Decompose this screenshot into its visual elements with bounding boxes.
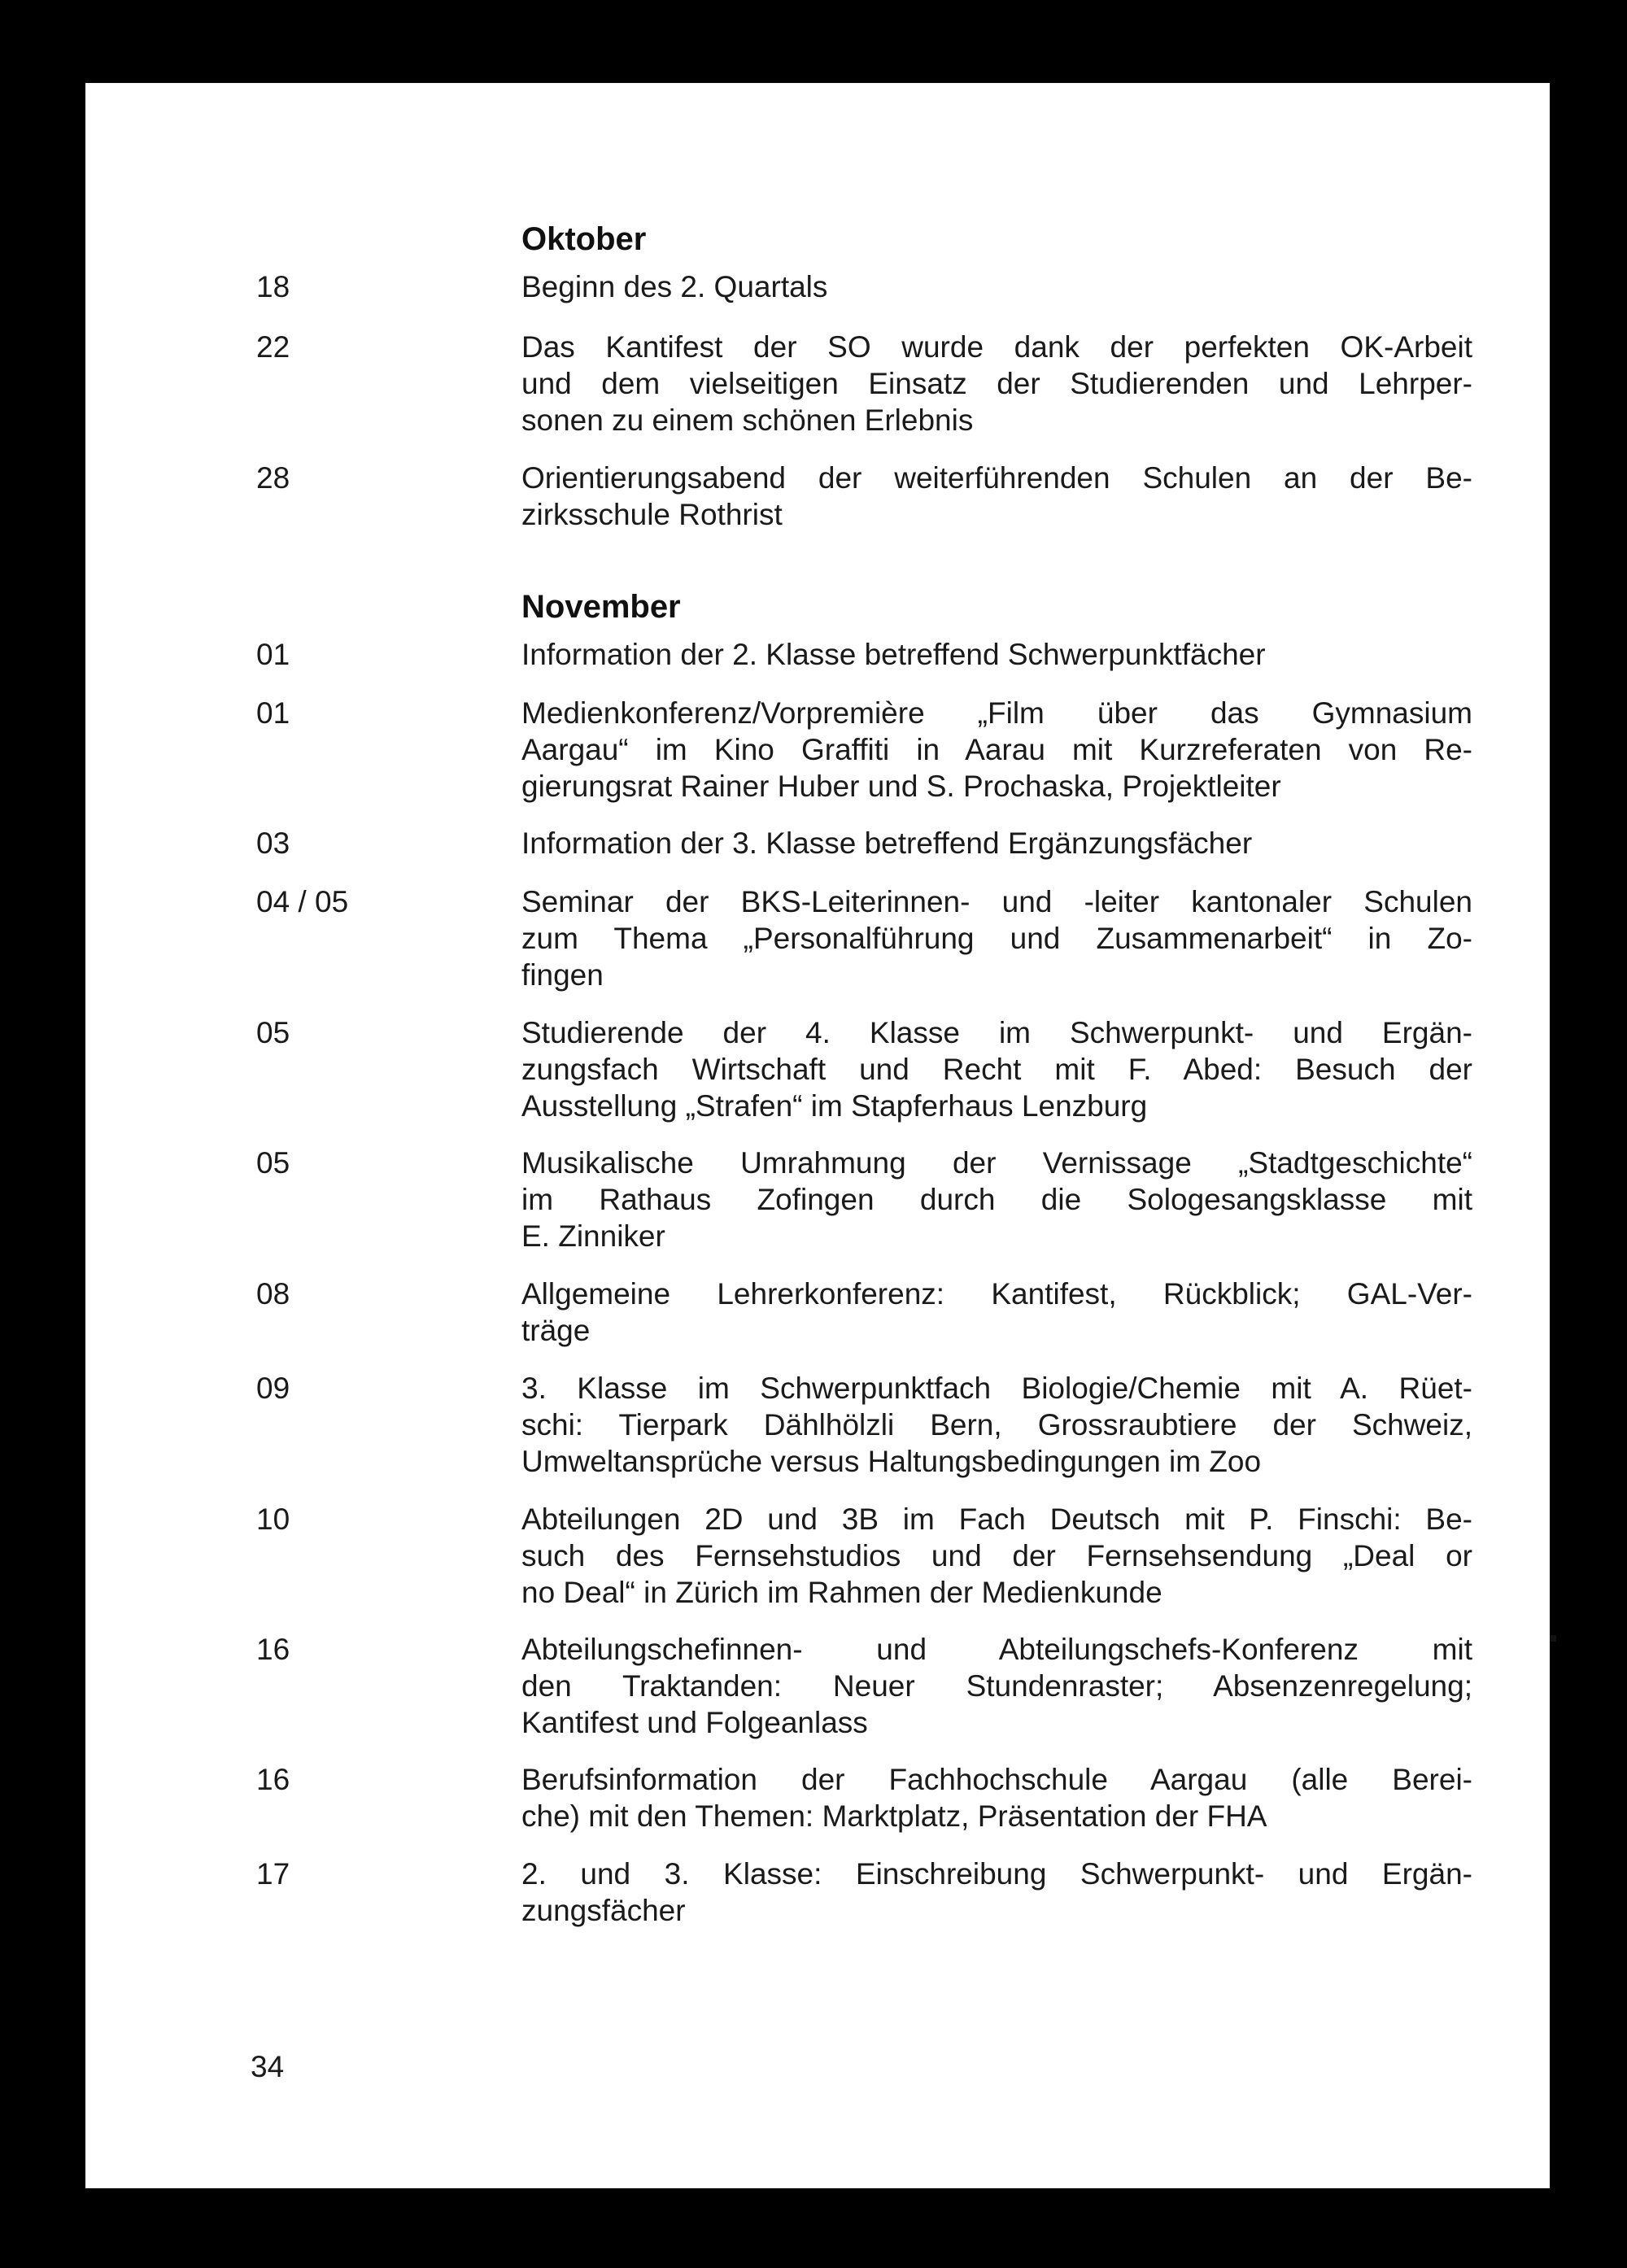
text-line: Allgemeine Lehrerkonferenz: Kantifest, Rückblick; GAL-Ver-	[521, 1277, 1472, 1311]
text-line: Beginn des 2. Quartals	[521, 270, 828, 303]
entry-text	[521, 1631, 1472, 1741]
text-line: gierungsrat Rainer Huber und S. Prochaska, Projektleiter	[521, 770, 1281, 803]
text-line: träge	[521, 1314, 591, 1347]
entry-text	[521, 268, 1472, 305]
text-line: und dem vielseitigen Einsatz der Studierenden und Lehrper-	[521, 367, 1472, 400]
text-line: che) mit den Themen: Marktplatz, Präsentation der FHA	[521, 1799, 1267, 1833]
text-line: zirksschule Rothrist	[521, 498, 783, 531]
entry-text	[521, 695, 1472, 805]
page-number: 34	[251, 2050, 285, 2083]
document-page	[85, 83, 1550, 2188]
entry-date: 01	[256, 696, 290, 730]
entry-text	[521, 1856, 1472, 1929]
entry-text	[521, 883, 1472, 993]
text-line: E. Zinniker	[521, 1219, 665, 1253]
text-line: fingen	[521, 958, 604, 992]
entry-date: 16	[256, 1633, 290, 1666]
entry-date: 03	[256, 827, 290, 860]
text-line: Studierende der 4. Klasse im Schwerpunkt- und Ergän-	[521, 1016, 1472, 1049]
entry-text	[521, 1761, 1472, 1834]
text-line: Seminar der BKS-Leiterinnen- und -leiter kantonaler Schulen	[521, 885, 1472, 918]
scan-speck	[1550, 1635, 1556, 1642]
entry-date: 05	[256, 1016, 290, 1049]
text-line: Kantifest und Folgeanlass	[521, 1706, 868, 1739]
entry-date: 18	[256, 270, 290, 303]
text-line: Information der 3. Klasse betreffend Ergänzungsfächer	[521, 827, 1253, 860]
entry-date: 01	[256, 638, 290, 671]
text-line: Abteilungen 2D und 3B im Fach Deutsch mit P. Finschi: Be-	[521, 1503, 1472, 1536]
month-title: Oktober	[521, 221, 647, 257]
entry-text	[521, 825, 1472, 861]
text-line: Medienkonferenz/Vorpremière „Film über das Gymnasium	[521, 696, 1472, 730]
text-line: zum Thema „Personalführung und Zusammenarbeit“ in Zo-	[521, 922, 1472, 955]
text-line: zungsfächer	[521, 1894, 686, 1927]
text-line: Das Kantifest der SO wurde dank der perfekten OK-Arbeit	[521, 330, 1472, 364]
text-line: Musikalische Umrahmung der Vernissage „Stadtgeschichte“	[521, 1146, 1472, 1180]
text-line: Aargau“ im Kino Graffiti in Aarau mit Kurzreferaten von Re-	[521, 733, 1472, 766]
entry-date: 22	[256, 330, 290, 364]
entry-text	[521, 1501, 1472, 1611]
entry-text	[521, 1014, 1472, 1124]
text-line: schi: Tierpark Dählhölzli Bern, Grossraubtiere der Schweiz,	[521, 1408, 1472, 1441]
entry-date: 05	[256, 1146, 290, 1180]
entry-text	[521, 1370, 1472, 1480]
text-line: den Traktanden: Neuer Stundenraster; Absenzenregelung;	[521, 1669, 1472, 1703]
text-line: 2. und 3. Klasse: Einschreibung Schwerpunkt- und Ergän-	[521, 1857, 1472, 1891]
entry-date: 16	[256, 1763, 290, 1796]
entry-date: 08	[256, 1277, 290, 1311]
entry-text	[521, 636, 1472, 673]
text-line: zungsfach Wirtschaft und Recht mit F. Abed: Besuch der	[521, 1053, 1472, 1086]
text-line: Orientierungsabend der weiterführenden Schulen an der Be-	[521, 461, 1472, 495]
text-line: Berufsinformation der Fachhochschule Aargau (alle Berei-	[521, 1763, 1472, 1796]
text-line: such des Fernsehstudios und der Fernsehsendung „Deal or	[521, 1539, 1472, 1572]
text-line: no Deal“ in Zürich im Rahmen der Medienkunde	[521, 1576, 1162, 1609]
entry-date: 10	[256, 1503, 290, 1536]
text-line: Abteilungschefinnen- und Abteilungschefs-Konferenz mit	[521, 1633, 1472, 1666]
text-line: Umweltansprüche versus Haltungsbedingungen im Zoo	[521, 1445, 1262, 1478]
entry-text	[521, 1145, 1472, 1254]
text-line: sonen zu einem schönen Erlebnis	[521, 403, 974, 437]
entry-date: 04 / 05	[256, 885, 349, 918]
month-title: November	[521, 589, 681, 625]
entry-text	[521, 460, 1472, 533]
text-line: 3. Klasse im Schwerpunktfach Biologie/Chemie mit A. Rüet-	[521, 1372, 1472, 1405]
entry-date: 09	[256, 1372, 290, 1405]
entry-text	[521, 1276, 1472, 1349]
text-line: im Rathaus Zofingen durch die Sologesangsklasse mit	[521, 1183, 1472, 1216]
text-line: Information der 2. Klasse betreffend Schwerpunktfächer	[521, 638, 1266, 671]
text-line: Ausstellung „Strafen“ im Stapferhaus Lenzburg	[521, 1089, 1148, 1123]
entry-date: 17	[256, 1857, 290, 1891]
entry-date: 28	[256, 461, 290, 495]
entry-text	[521, 329, 1472, 438]
